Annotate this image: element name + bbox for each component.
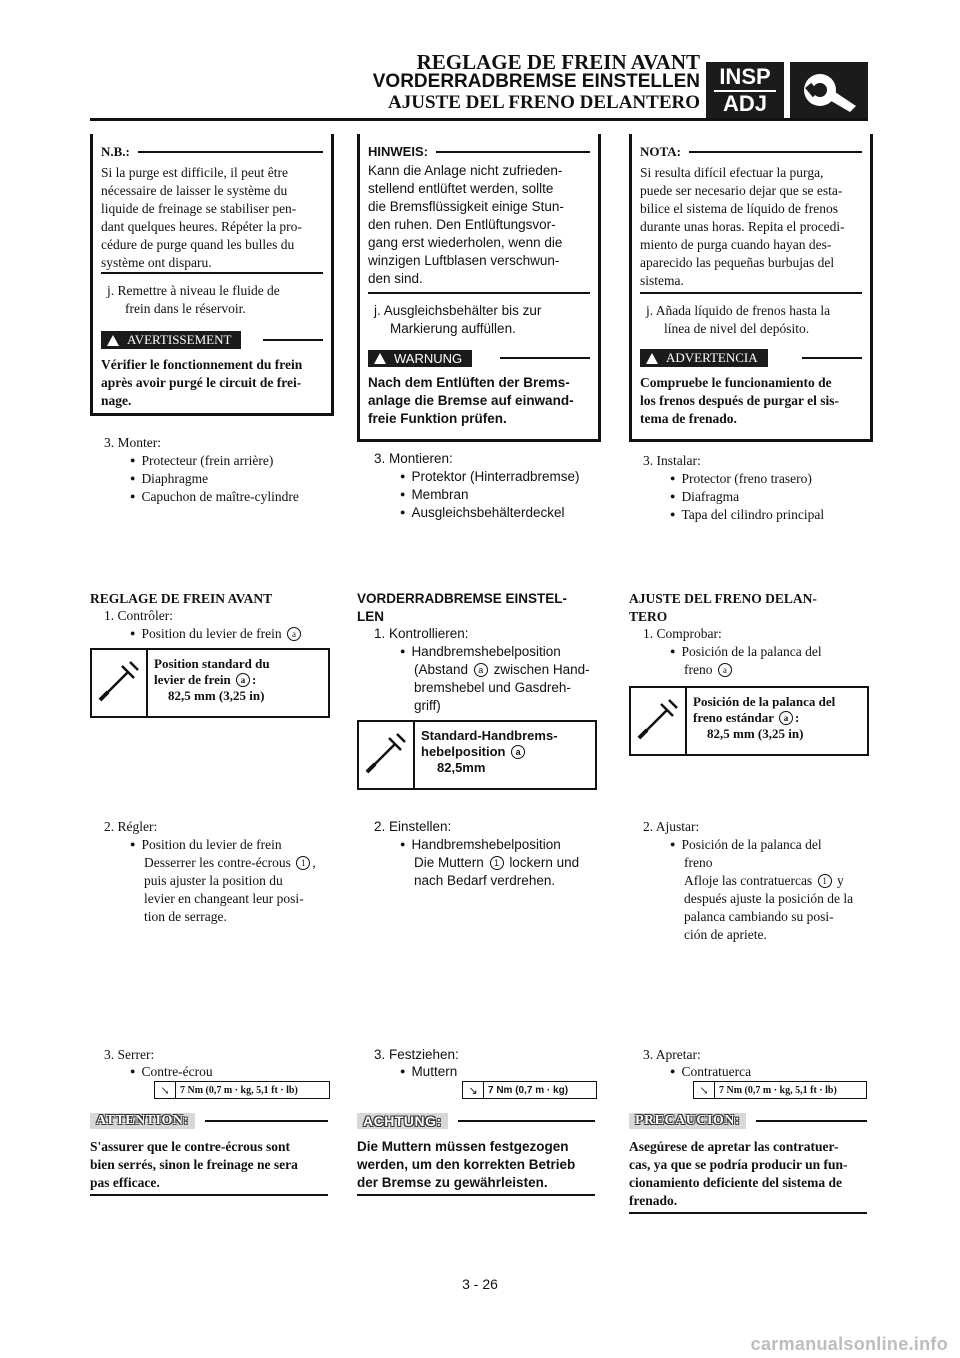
caution-end-rule: [629, 1212, 867, 1214]
adjust-step-fr: 2. Régler:: [104, 819, 158, 834]
list-item: ● Diaphragme: [130, 470, 208, 489]
note-divider: [101, 272, 323, 274]
tighten-item-de: ● Muttern: [400, 1063, 457, 1082]
check-line: (Abstand: [414, 662, 469, 677]
note-line: puede ser necesario dejar que se esta-: [640, 183, 843, 198]
warning-line: après avoir purgé le circuit de frei-: [101, 375, 302, 390]
note-line: stellend entlüftet werden, sollte: [368, 181, 554, 196]
marker-a: a: [718, 663, 732, 677]
note-line: dant quelques heures. Répéter la pro-: [101, 219, 302, 234]
warning-heading-es: [640, 348, 862, 368]
caution-end-rule: [357, 1194, 595, 1196]
warning-icon: [374, 353, 386, 364]
page-number: 3 - 26: [462, 1276, 498, 1292]
adjust-step-de: 2. Einstellen:: [374, 819, 452, 834]
check-line: zwischen Hand-: [493, 662, 590, 677]
warning-line: tema de frenado.: [640, 411, 737, 426]
spec-line: Posición de la palanca del: [693, 694, 836, 709]
tighten-step-fr: 3. Serrer:: [104, 1047, 155, 1062]
insp-adj-badge: [706, 62, 784, 118]
title-french: REGLAGE DE FREIN AVANT: [416, 50, 700, 74]
marker-a: a: [779, 711, 793, 725]
note-line: Si resulta difícil efectuar la purga,: [640, 165, 824, 180]
check-step-es: 1. Comprobar:: [643, 626, 722, 641]
warning-line: Compruebe le funcionamiento de: [640, 375, 832, 390]
marker-a: a: [511, 745, 525, 759]
caution-line: pas efficace.: [90, 1175, 160, 1190]
step-line: j. Ausgleichsbehälter bis zur: [374, 303, 542, 318]
adjust-line: levier en changeant leur posi-: [144, 891, 304, 906]
warning-heading-de: [368, 348, 590, 368]
step3-fr: 3. Monter:: [104, 435, 161, 450]
spec-icon: [359, 722, 415, 788]
adjust-line: después ajuste la posición de la: [684, 891, 854, 906]
adjust-item-es: ● Posición de la palanca del: [670, 836, 822, 855]
caution-heading-de: [357, 1112, 595, 1130]
tighten-item-es: ● Contratuerca: [670, 1063, 751, 1082]
torque-value: 7 Nm (0,7 m · kg, 5,1 ft · lb): [180, 1084, 298, 1096]
check-text-de: [414, 661, 590, 715]
step-line: frein dans le réservoir.: [125, 301, 246, 316]
check-step-fr: 1. Contrôler:: [104, 608, 173, 623]
caution-heading-es: [629, 1112, 867, 1130]
spec-title-fr: [154, 656, 322, 688]
adjust-line: nach Bedarf verdrehen.: [414, 873, 556, 888]
adjust-line: ,: [312, 855, 316, 870]
note-box-de: [357, 134, 601, 442]
spec-line: freno estándar: [693, 710, 774, 725]
note-box-fr: [90, 134, 334, 416]
check-line: bremshebel und Gasdreh-: [414, 680, 571, 695]
list-item: ● Ausgleichsbehälterdeckel: [400, 504, 565, 523]
note-line: den sind.: [368, 271, 423, 286]
note-line: die Bremsflüssigkeit einige Stun-: [368, 199, 564, 214]
caution-end-rule: [90, 1194, 328, 1196]
adjust-line: Afloje las contratuercas: [684, 873, 813, 888]
note-line: miento de purga cuando hayan des-: [640, 237, 832, 252]
adjust-line: y: [836, 873, 844, 888]
note-line: cédure de purge quand les bulles du: [101, 237, 295, 252]
warning-text-de: [368, 374, 590, 428]
note-line: bilice el sistema de líquido de frenos: [640, 201, 838, 216]
warning-icon: [646, 353, 658, 364]
warning-text-fr: [101, 356, 323, 410]
warning-heading-fr: [101, 330, 323, 350]
note-line: Si la purge est difficile, il peut être: [101, 165, 288, 180]
note-label: HINWEIS:: [368, 144, 428, 159]
note-line: den ruhen. Den Entlüftungsvor-: [368, 217, 556, 232]
step-line: línea de nivel del depósito.: [664, 321, 810, 336]
marker-a: a: [287, 627, 301, 641]
note-line: Kann die Anlage nicht zufrieden-: [368, 163, 563, 178]
marker-one: 1: [490, 856, 504, 870]
spec-title-es: [693, 694, 861, 726]
step-j-de: [374, 302, 588, 338]
warning-line: freie Funktion prüfen.: [368, 411, 507, 426]
note-text-es: [640, 164, 862, 290]
watermark-text: carmanualsonline.info: [750, 1334, 948, 1354]
torque-wrench-icon: ↘: [694, 1082, 715, 1098]
title-line: TERO: [629, 609, 668, 624]
torque-wrench-icon: ↘: [463, 1082, 484, 1098]
note-text-de: [368, 162, 590, 288]
caution-label: ATTENTION:: [90, 1113, 195, 1129]
section-title-es: [629, 590, 817, 626]
list-item: ● Tapa del cilindro principal: [670, 506, 824, 525]
list-item: ● Protektor (Hinterradbremse): [400, 468, 580, 487]
torque-de: [462, 1081, 597, 1099]
spec-line: levier de frein: [154, 672, 231, 687]
title-line: VORDERRADBREMSE EINSTEL-: [357, 591, 568, 606]
marker-a: a: [236, 673, 250, 687]
spec-value-fr: 82,5 mm (3,25 in): [168, 688, 265, 703]
spec-title-de: [421, 728, 589, 760]
note-line: sistema.: [640, 273, 684, 288]
adjust-line: freno: [684, 855, 713, 870]
title-line: LEN: [357, 609, 384, 624]
title-line: AJUSTE DEL FRENO DELAN-: [629, 591, 817, 606]
warning-label: ADVERTENCIA: [666, 350, 758, 365]
badge-bottom: ADJ: [722, 91, 767, 116]
section-title-fr: REGLAGE DE FREIN AVANT: [90, 591, 273, 606]
warning-badge: [101, 331, 241, 349]
check-item-de: ● Handbremshebelposition: [400, 643, 561, 662]
warning-text-es: [640, 374, 862, 428]
caution-text-fr: [90, 1138, 328, 1192]
step-line: Markierung auffüllen.: [390, 321, 516, 336]
spec-icon: [92, 650, 148, 716]
list-item: ● Protector (freno trasero): [670, 470, 812, 489]
marker-one: 1: [296, 856, 310, 870]
torque-fr: [154, 1081, 330, 1099]
badge-top: INSP: [719, 64, 771, 89]
step3-es: 3. Instalar:: [643, 453, 701, 468]
step-j-es: [646, 302, 860, 338]
torque-es: [693, 1081, 867, 1099]
caution-heading-fr: [90, 1112, 328, 1130]
caution-line: bien serrés, sinon le freinage ne sera: [90, 1157, 298, 1172]
spec-line: Standard-Handbrems-: [421, 728, 558, 743]
adjust-line: ción de apriete.: [684, 927, 767, 942]
adjust-text-de: [414, 854, 579, 890]
caution-line: der Bremse zu gewährleisten.: [357, 1175, 548, 1190]
list-item: ● Protecteur (frein arrière): [130, 452, 273, 471]
warning-line: Nach dem Entlüften der Brems-: [368, 375, 570, 390]
adjust-line: Die Muttern: [414, 855, 484, 870]
check-item-text: ● Position du levier de frein: [130, 626, 282, 641]
check-item-fr: [130, 625, 303, 644]
warning-badge: [640, 349, 768, 367]
note-line: aparecido las pequeñas burbujas del: [640, 255, 835, 270]
note-label: N.B.:: [101, 144, 130, 159]
spec-box-de: [357, 720, 597, 790]
note-line: système ont disparu.: [101, 255, 212, 270]
step-line: j. Añada líquido de frenos hasta la: [646, 303, 831, 318]
tighten-item-fr: ● Contre-écrou: [130, 1063, 213, 1082]
title-german: VORDERRADBREMSE EINSTELLEN: [372, 71, 700, 92]
section-title-de: [357, 590, 567, 626]
check-step-de: 1. Kontrollieren:: [374, 626, 469, 641]
adjust-step-es: 2. Ajustar:: [643, 819, 700, 834]
step-line: j. Remettre à niveau le fluide de: [107, 283, 280, 298]
caution-line: Die Muttern müssen festgezogen: [357, 1139, 569, 1154]
caution-line: cas, ya que se podría producir un fun-: [629, 1157, 848, 1172]
caution-line: frenado.: [629, 1193, 678, 1208]
warning-badge: [368, 350, 472, 367]
caution-line: cionamiento deficiente del sistema de: [629, 1175, 842, 1190]
marker-a: a: [474, 663, 488, 677]
adjust-text-es: [684, 854, 868, 944]
adjust-text-fr: [144, 854, 330, 926]
note-box-es: [629, 134, 873, 442]
torque-value: 7 Nm (0,7 m · kg): [488, 1084, 569, 1096]
caution-label: PRECAUCION:: [629, 1113, 746, 1129]
torque-wrench-icon: ↘: [155, 1082, 176, 1098]
colon: :: [795, 710, 800, 725]
colon: :: [252, 672, 257, 687]
list-item: ● Capuchon de maître-cylindre: [130, 488, 299, 507]
torque-value: 7 Nm (0,7 m · kg, 5,1 ft · lb): [719, 1084, 837, 1096]
spec-value-de: 82,5mm: [437, 760, 486, 775]
spec-icon: [631, 688, 687, 754]
note-heading-fr: [101, 144, 323, 160]
adjust-line: puis ajuster la position du: [144, 873, 283, 888]
caution-line: S'assurer que le contre-écrous sont: [90, 1139, 290, 1154]
note-line: nécessaire de laisser le système du: [101, 183, 288, 198]
check-line: freno: [684, 662, 713, 677]
adjust-line: palanca cambiando su posi-: [684, 909, 834, 924]
note-heading-es: [640, 144, 862, 160]
adjust-line: Desserrer les contre-écrous: [144, 855, 291, 870]
note-line: winzigen Luftblasen verschwun-: [368, 253, 560, 268]
step3-de: 3. Montieren:: [374, 451, 453, 466]
caution-line: werden, um den korrekten Betrieb: [357, 1157, 576, 1172]
note-label: NOTA:: [640, 144, 681, 159]
note-divider: [640, 292, 862, 294]
title-spanish: AJUSTE DEL FRENO DELANTERO: [388, 92, 700, 113]
spec-box-fr: [90, 648, 330, 718]
tighten-step-es: 3. Apretar:: [643, 1047, 701, 1062]
warning-label: AVERTISSEMENT: [127, 332, 232, 347]
spec-line: hebelposition: [421, 744, 506, 759]
step-j-fr: [107, 282, 321, 318]
check-line: griff): [414, 698, 441, 713]
caution-line: Asegúrese de apretar las contratuer-: [629, 1139, 839, 1154]
note-text-fr: [101, 164, 323, 272]
caution-text-de: [357, 1138, 595, 1192]
check-item2-es: [684, 661, 734, 679]
adjust-item-fr: ● Position du levier de frein: [130, 836, 282, 855]
spec-value-es: 82,5 mm (3,25 in): [707, 726, 804, 741]
spec-box-es: [629, 686, 869, 756]
note-heading-de: [368, 144, 590, 159]
note-line: liquide de freinage se stabiliser pen-: [101, 201, 297, 216]
caution-label: ACHTUNG:: [357, 1113, 448, 1129]
header-rule: [90, 118, 868, 121]
wrench-icon: [790, 62, 868, 118]
caution-text-es: [629, 1138, 867, 1210]
warning-label: WARNUNG: [394, 350, 463, 366]
note-line: durante unas horas. Repita el procedi-: [640, 219, 845, 234]
warning-line: Vérifier le fonctionnement du frein: [101, 357, 303, 372]
check-item-es: ● Posición de la palanca del: [670, 643, 822, 662]
marker-one: 1: [818, 874, 832, 888]
note-line: gang erst wiederholen, wenn die: [368, 235, 563, 250]
list-item: ● Diafragma: [670, 488, 739, 507]
warning-line: nage.: [101, 393, 132, 408]
adjust-line: tion de serrage.: [144, 909, 227, 924]
warning-line: los frenos después de purgar el sis-: [640, 393, 840, 408]
spec-line: Position standard du: [154, 656, 270, 671]
list-item: ● Membran: [400, 486, 468, 505]
warning-icon: [107, 335, 119, 346]
adjust-line: lockern und: [509, 855, 580, 870]
warning-line: anlage die Bremse auf einwand-: [368, 393, 574, 408]
note-divider: [368, 292, 590, 294]
adjust-item-de: ● Handbremshebelposition: [400, 836, 561, 855]
tighten-step-de: 3. Festziehen:: [374, 1047, 459, 1062]
